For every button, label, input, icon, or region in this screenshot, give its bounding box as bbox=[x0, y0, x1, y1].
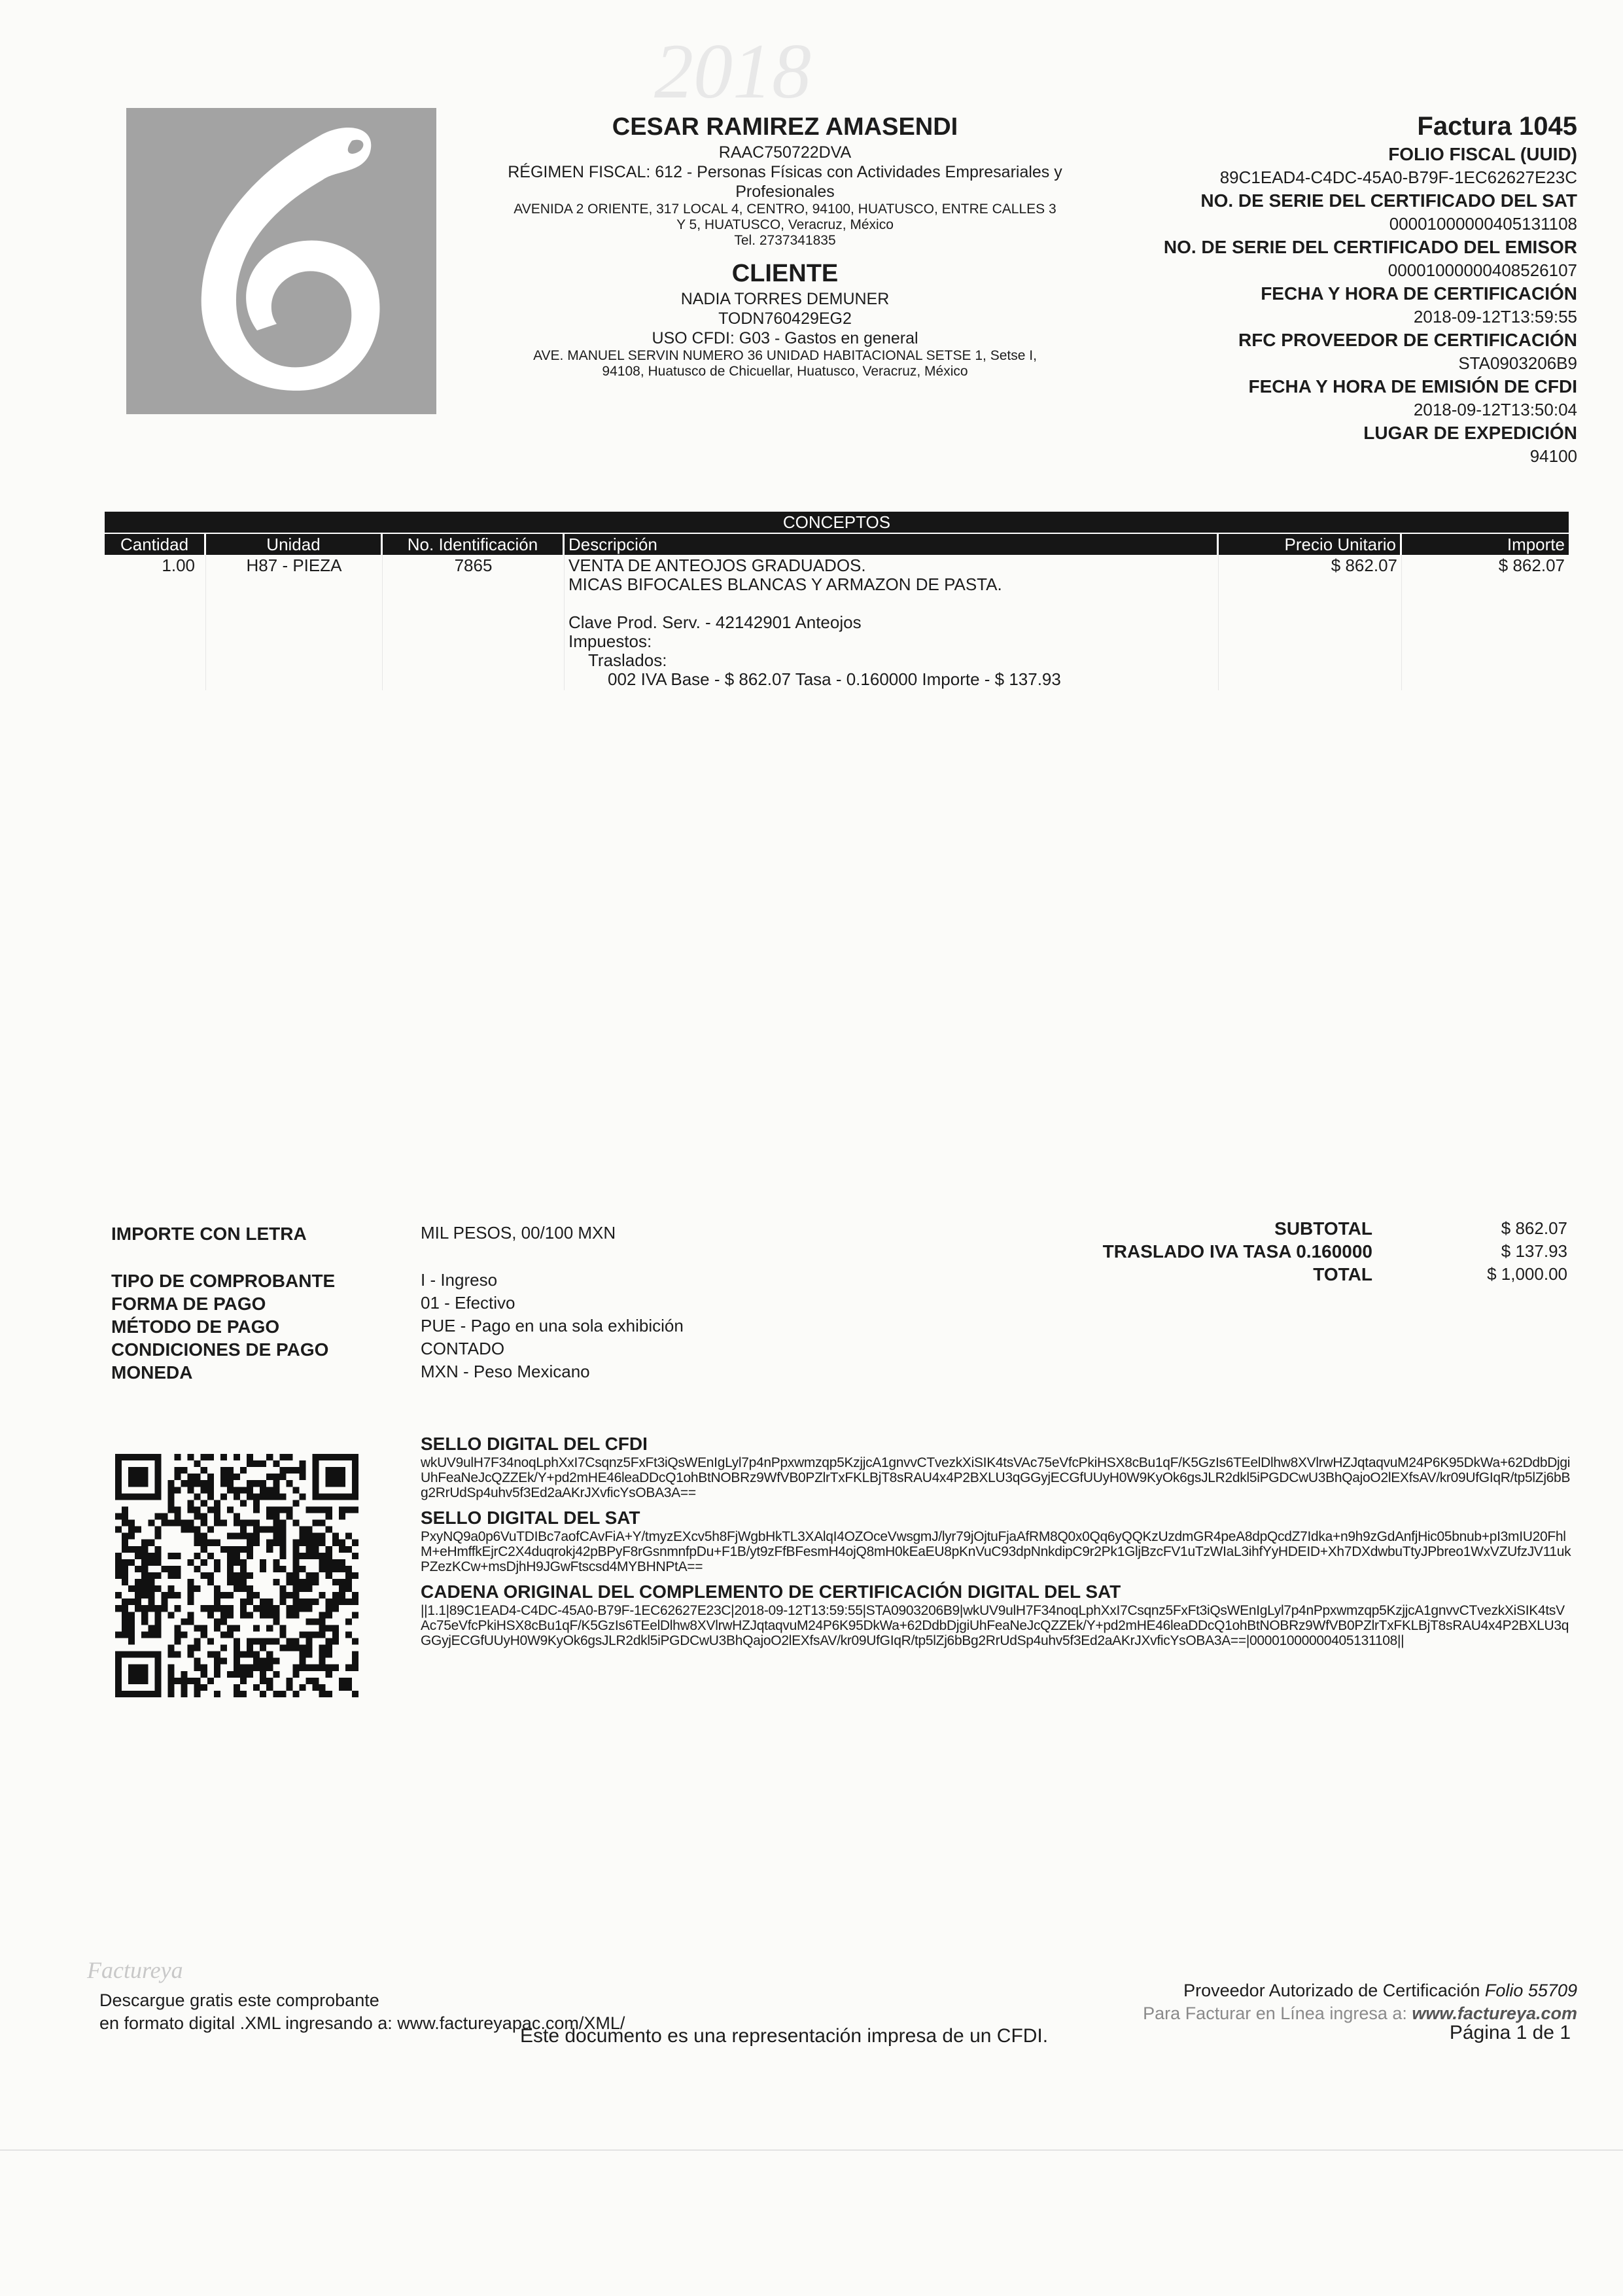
row-descripcion bbox=[565, 555, 1219, 690]
factureya-logo: Factureya bbox=[87, 1957, 183, 1983]
cliente-rfc: TODN760429EG2 bbox=[718, 309, 852, 328]
serie-sat-label: NO. DE SERIE DEL CERTIFICADO DEL SAT bbox=[1200, 190, 1577, 211]
emisor-tel: Tel. 2737341835 bbox=[734, 233, 836, 248]
emisor-cliente-block bbox=[458, 111, 1112, 380]
header-identificacion: No. Identificación bbox=[383, 534, 565, 555]
forma-pago-label: FORMA DE PAGO bbox=[111, 1294, 266, 1314]
proveedor-text: Proveedor Autorizado de Certificación bbox=[1183, 1981, 1480, 2000]
proveedor-info bbox=[1143, 1979, 1577, 2025]
condiciones-pago-label: CONDICIONES DE PAGO bbox=[111, 1339, 329, 1360]
iva-label: TRASLADO IVA TASA 0.160000 bbox=[1102, 1241, 1372, 1262]
moneda-label: MONEDA bbox=[111, 1362, 193, 1383]
desc-spacer bbox=[568, 594, 1214, 613]
lugar-label: LUGAR DE EXPEDICIÓN bbox=[1363, 423, 1577, 443]
row-cantidad: 1.00 bbox=[105, 555, 206, 690]
lugar-value: 94100 bbox=[1529, 446, 1577, 466]
digital-seals bbox=[421, 1426, 1572, 1648]
serie-sat-value: 00001000000405131108 bbox=[1389, 213, 1577, 234]
representacion-note: Este documento es una representación impresa de un CFDI. bbox=[520, 2025, 1049, 2047]
handwritten-year-mark: 2018 bbox=[654, 27, 811, 115]
emisor-regimen-cont: Profesionales bbox=[735, 183, 835, 201]
sello-sat-label: SELLO DIGITAL DEL SAT bbox=[421, 1508, 640, 1528]
sello-sat-value: PxyNQ9a0p6VuTDIBc7aofCAvFiA+Y/tmyzEXcv5h8FjWgbHkTL3XAlqI4OZOceVwsgmJ/lyr79jOjtuFjaAfRM8Q0x0Qq6yQQKzUzdmGR4peA8dpQcdZ7Idka+n9h9zGdAnfjHic05bnub+pI3mIU20FhlM+eHmffkEjrC2X4duqrokj42pBPyF8rGsnmnfpDu+F1B/yt9zFfBFesmH4ojQ8mH0kEaEU8pKnVuC93dpNnkdipC9r2Pk1GljBzcFV1uTzWIaL3ihfYyHDEID+Xh7DXdwbuTtyJPbreo1WxVZUfzJV11ukPZezKCw+msDjhH9JGwFtscsd4MYBHNPtA== bbox=[421, 1529, 1571, 1574]
facturar-text: Para Facturar en Línea ingresa a: bbox=[1143, 2004, 1407, 2023]
header-unidad: Unidad bbox=[206, 534, 383, 555]
row-unidad: H87 - PIEZA bbox=[206, 555, 383, 690]
subtotal-label: SUBTOTAL bbox=[1274, 1218, 1372, 1239]
total-label: TOTAL bbox=[1313, 1264, 1372, 1284]
sello-cfdi-value: wkUV9ulH7F34noqLphXxI7Csqnz5FxFt3iQsWEnIgLyl7p4nPpxwmzqp5KzjjcA1gnvvCTvezkXiSIK4tsVAc75eVfcPkiHSX8cBu1qF/K5GzIs6TEelDlhw8XVlrwHZJqtaqvuM24P6K95DkWa+62DdbDjgiUhFeaNeJcQZZEk/Y+pd2mHE46leaDDcQ1ohBtNOBRz9WfVB0PZlrTxFKLBjT8sRAU4x4P2BXLU3qGGyjECGfUUyH0W9KyOk6gsJLR2dkl5iPGDCwU3BhQajoO2lEXfsAV/kr09UfGIqR/tp5lZj6bBg2RrUdSp4uhv5f3Ed2aAKrJXvficYsOBA3A== bbox=[421, 1455, 1571, 1500]
download-line-2: en formato digital .XML ingresando a: www.factureyapac.com/XML/ bbox=[99, 2013, 625, 2033]
fecha-emision-label: FECHA Y HORA DE EMISIÓN DE CFDI bbox=[1248, 376, 1577, 397]
serie-emisor-value: 00001000000408526107 bbox=[1387, 260, 1577, 280]
cliente-address: AVE. MANUEL SERVIN NUMERO 36 UNIDAD HABITACIONAL SETSE 1, Setse I, bbox=[533, 348, 1037, 363]
desc-impuestos: Impuestos: bbox=[568, 631, 652, 651]
cadena-original-label: CADENA ORIGINAL DEL COMPLEMENTO DE CERTIFICACIÓN DIGITAL DEL SAT bbox=[421, 1581, 1121, 1602]
header-descripcion: Descripción bbox=[565, 534, 1219, 555]
facturar-link[interactable]: www.factureya.com bbox=[1412, 2004, 1577, 2023]
factura-info bbox=[1119, 110, 1577, 468]
subtotal-value: $ 862.07 bbox=[1501, 1218, 1567, 1238]
row-precio-unitario: $ 862.07 bbox=[1219, 555, 1402, 690]
rfc-prov-label: RFC PROVEEDOR DE CERTIFICACIÓN bbox=[1238, 330, 1577, 350]
condiciones-pago-value: CONTADO bbox=[421, 1339, 505, 1358]
fecha-emision-value: 2018-09-12T13:50:04 bbox=[1413, 399, 1577, 419]
cliente-title: CLIENTE bbox=[731, 260, 839, 287]
metodo-pago-value: PUE - Pago en una sola exhibición bbox=[421, 1316, 684, 1335]
page-number: Página 1 de 1 bbox=[1449, 2022, 1571, 2043]
factura-title: Factura 1045 bbox=[1417, 112, 1577, 141]
desc-traslados: Traslados: bbox=[588, 650, 667, 670]
cliente-name: NADIA TORRES DEMUNER bbox=[680, 290, 890, 308]
moneda-value: MXN - Peso Mexicano bbox=[421, 1362, 590, 1381]
sello-cfdi-label: SELLO DIGITAL DEL CFDI bbox=[421, 1434, 648, 1454]
row-identificacion: 7865 bbox=[383, 555, 565, 690]
folio-fiscal-label: FOLIO FISCAL (UUID) bbox=[1388, 144, 1577, 164]
desc-iva: 002 IVA Base - $ 862.07 Tasa - 0.160000 Importe - $ 137.93 bbox=[608, 669, 1061, 689]
qr-code bbox=[115, 1454, 358, 1697]
cliente-address-cont: 94108, Huatusco de Chicuellar, Huatusco, Veracruz, México bbox=[602, 364, 968, 379]
emisor-address-cont: Y 5, HUATUSCO, Veracruz, México bbox=[676, 217, 894, 232]
iva-value: $ 137.93 bbox=[1501, 1241, 1567, 1261]
serie-emisor-label: NO. DE SERIE DEL CERTIFICADO DEL EMISOR bbox=[1163, 237, 1577, 257]
metodo-pago-label: MÉTODO DE PAGO bbox=[111, 1316, 280, 1337]
conceptos-table bbox=[105, 512, 1569, 690]
desc-clave: Clave Prod. Serv. - 42142901 Anteojos bbox=[568, 612, 862, 632]
emisor-address: AVENIDA 2 ORIENTE, 317 LOCAL 4, CENTRO, 94100, HUATUSCO, ENTRE CALLES 3 bbox=[514, 202, 1056, 217]
conceptos-title: CONCEPTOS bbox=[105, 512, 1569, 534]
cliente-uso-cfdi: USO CFDI: G03 - Gastos en general bbox=[652, 329, 918, 347]
emisor-rfc: RAAC750722DVA bbox=[718, 143, 852, 162]
conceptos-header bbox=[105, 534, 1569, 555]
forma-pago-value: 01 - Efectivo bbox=[421, 1293, 515, 1313]
folio-fiscal-value: 89C1EAD4-C4DC-45A0-B79F-1EC62627E23C bbox=[1219, 167, 1577, 187]
fecha-cert-value: 2018-09-12T13:59:55 bbox=[1413, 306, 1577, 327]
table-row bbox=[105, 555, 1569, 690]
emisor-name: CESAR RAMIREZ AMASENDI bbox=[612, 113, 958, 141]
importe-letra-label: IMPORTE CON LETRA bbox=[111, 1224, 307, 1244]
rfc-prov-value: STA0903206B9 bbox=[1458, 353, 1577, 373]
company-logo bbox=[126, 108, 436, 414]
header-importe: Importe bbox=[1507, 535, 1565, 554]
row-importe: $ 862.07 bbox=[1498, 556, 1565, 575]
header-precio-unitario: Precio Unitario bbox=[1219, 534, 1402, 555]
desc-line-2: MICAS BIFOCALES BLANCAS Y ARMAZON DE PASTA. bbox=[568, 574, 1002, 594]
tipo-comprobante-label: TIPO DE COMPROBANTE bbox=[111, 1271, 336, 1291]
importe-letra-value: MIL PESOS, 00/100 MXN bbox=[421, 1223, 616, 1243]
tipo-comprobante-value: I - Ingreso bbox=[421, 1270, 498, 1290]
emisor-regimen: RÉGIMEN FISCAL: 612 - Personas Físicas con Actividades Empresariales y bbox=[508, 163, 1062, 181]
desc-line-1: VENTA DE ANTEOJOS GRADUADOS. bbox=[568, 556, 866, 575]
total-value: $ 1,000.00 bbox=[1487, 1264, 1567, 1284]
footer-divider bbox=[0, 2149, 1623, 2151]
folio-text: Folio 55709 bbox=[1484, 1981, 1577, 2000]
header-cantidad: Cantidad bbox=[105, 534, 206, 555]
cadena-original-value: ||1.1|89C1EAD4-C4DC-45A0-B79F-1EC62627E23C|2018-09-12T13:59:55|STA0903206B9|wkUV9ulH7F34noqLphXxI7Csqnz5FxFt3iQsWEnIgLyl7p4nPpxwmzqp5KzjjcA1gnvvCTvezkXiSIK4tsVAc75eVfcPkiHSX8cBu1qF/K5GzIs6TEelDlhw8XVlrwHZJqtaqvuM24P6K95DkWa+62DdbDjgiUhFeaNeJcQZZEk/Y+pd2mHE46leaDDcQ1ohBtNOBRz9WfVB0PZlrTxFKLBjT8sRAU4x4P2BXLU3qGGyjECGfUUyH0W9KyOk6gsJLR2dkl5iPGDCwU3BhQajoO2lEXfsAV/kr09UfGIqR/tp5lZj6bBg2RrUdSp4uhv5f3Ed2aAKrJXvficYsOBA3A==|00001000000405131108|| bbox=[421, 1603, 1569, 1648]
fecha-cert-label: FECHA Y HORA DE CERTIFICACIÓN bbox=[1261, 283, 1577, 304]
download-line-1: Descargue gratis este comprobante bbox=[99, 1990, 379, 2010]
